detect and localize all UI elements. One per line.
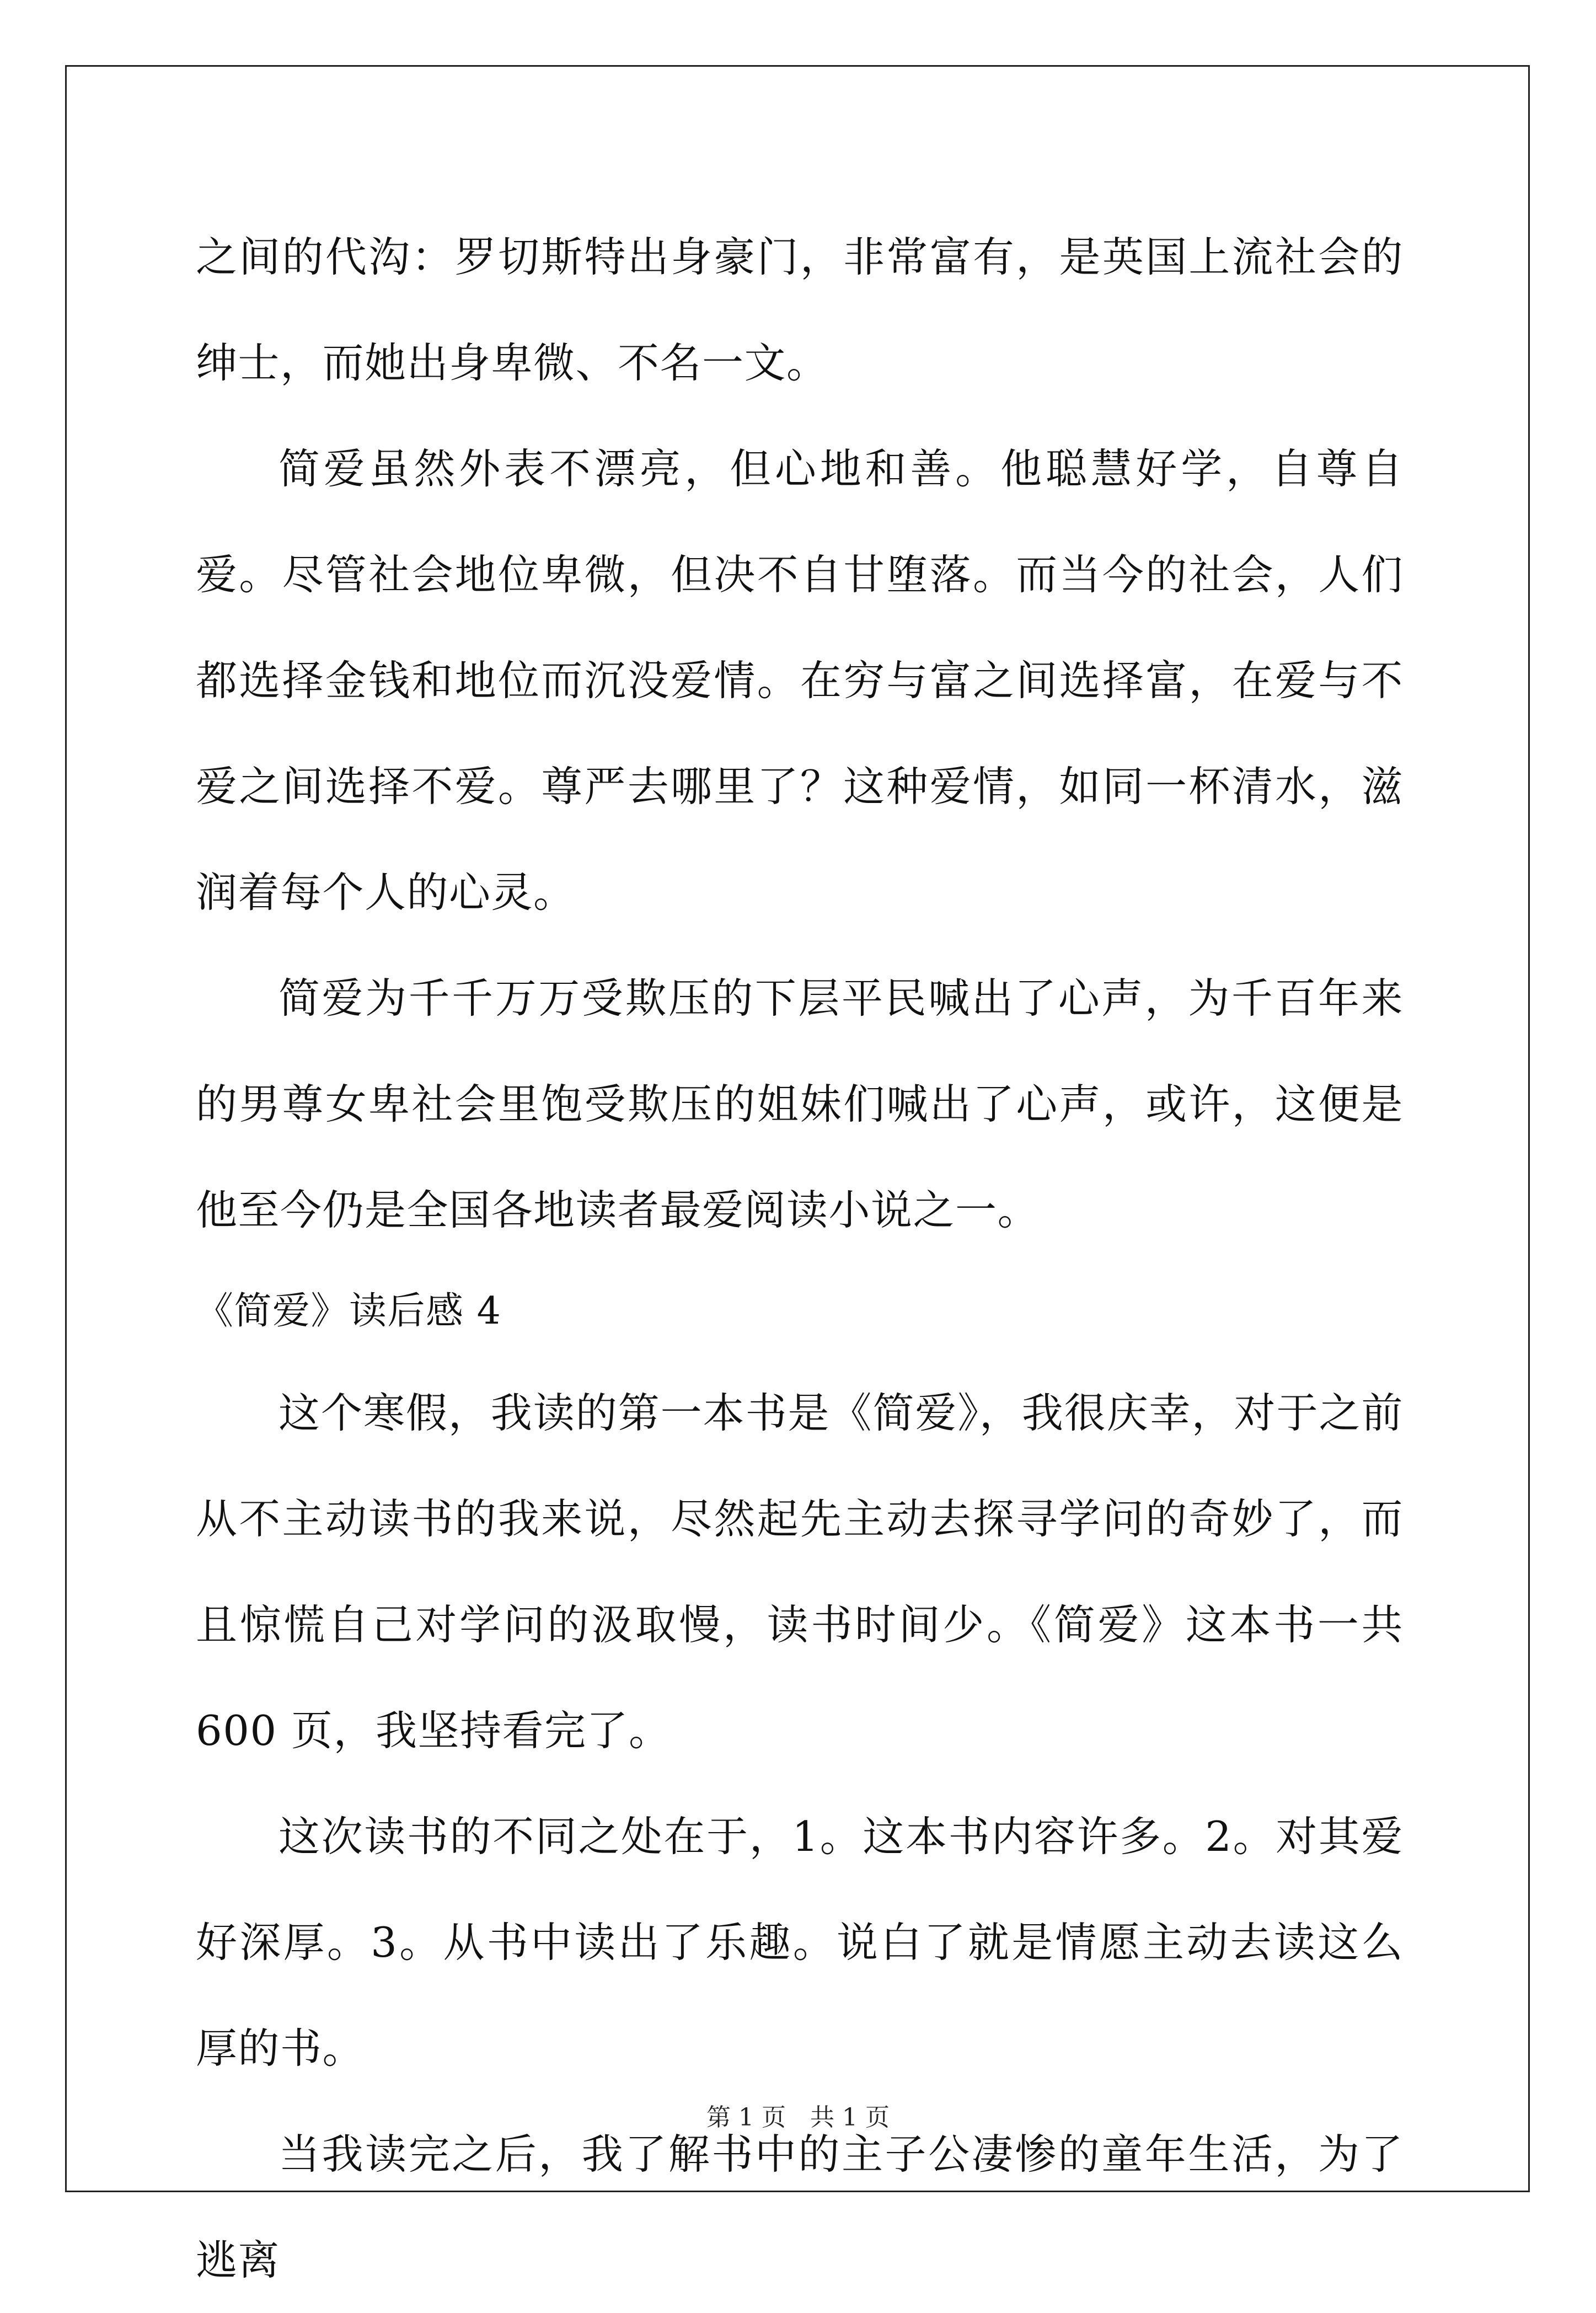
page-footer: 第 1 页 共 1 页 <box>706 2103 890 2132</box>
paragraph: 简爱为千千万万受欺压的下层平民喊出了心声，为千百年来的男尊女卑社会里饱受欺压的姐妹们喊出了心声，或许，这便是他至今仍是全国各地读者最爱阅读小说之一。 <box>196 974 1404 1234</box>
paragraph: 这个寒假，我读的第一本书是《简爱》，我很庆幸，对于之前从不主动读书的我来说，尽然起先主动去探寻学问的奇妙了，而且惊慌自己对学问的汲取慢，读书时间少。《简爱》这本书一共 600 页，我坚持看完了。 <box>196 1389 1404 1755</box>
document-body <box>196 204 1404 2313</box>
paragraph: 当我读完之后，我了解书中的主子公凄惨的童年生活，为了逃离 <box>196 2130 1404 2284</box>
paragraph-continuation: 之间的代沟：罗切斯特出身豪门，非常富有，是英国上流社会的绅士，而她出身卑微、不名一文。 <box>196 233 1404 387</box>
paragraph: 简爱虽然外表不漂亮，但心地和善。他聪慧好学，自尊自爱。尽管社会地位卑微，但决不自甘堕落。而当今的社会，人们都选择金钱和地位而沉没爱情。在穷与富之间选择富，在爱与不爱之间选择不爱。尊严去哪里了？这种爱情，如同一杯清水，滋润着每个人的心灵。 <box>196 445 1404 917</box>
paragraph: 这次读书的不同之处在于，1。这本书内容许多。2。对其爱好深厚。3。从书中读出了乐趣。说白了就是情愿主动去读这么厚的书。 <box>196 1812 1404 2073</box>
section-heading: 《简爱》读后感 4 <box>196 1289 502 1333</box>
